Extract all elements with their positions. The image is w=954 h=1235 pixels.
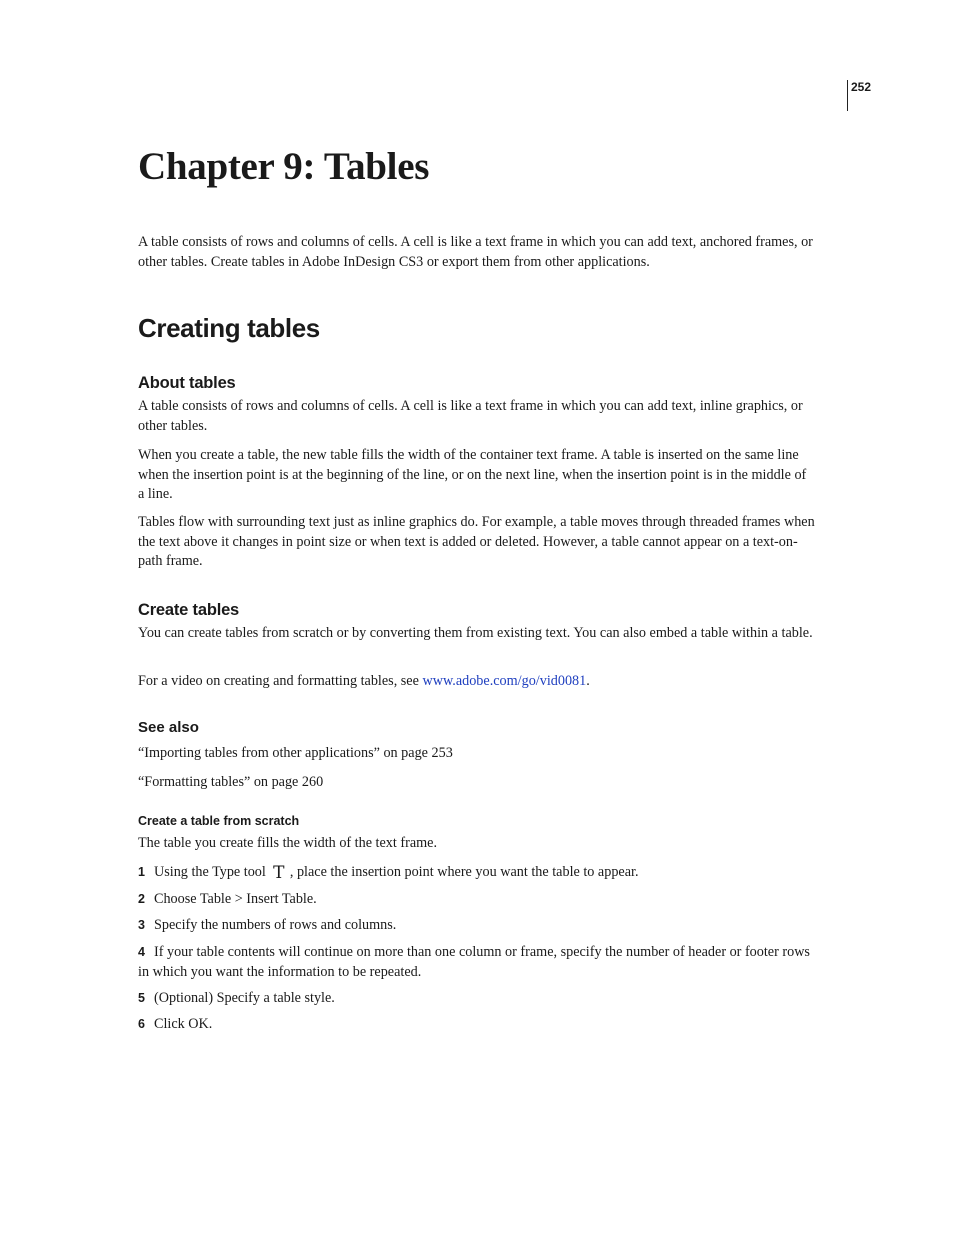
create-para-block [138,624,816,644]
about-para-2-block [138,446,816,505]
step-number: 2 [138,892,145,906]
scratch-para-block [138,834,816,854]
see-also-heading: See also [138,719,199,736]
create-heading-block [138,601,816,620]
video-suffix: . [586,673,590,689]
step-6-block [138,1015,816,1035]
step-4-text: If your table contents will continue on more than one column or frame, specify the number of header or footer rows in which you want the information to be repeated. [138,944,810,980]
about-paragraph-1: A table consists of rows and columns of cells. A cell is like a text frame in which you can add text, inline graphics, or other tables. [138,398,803,434]
step-1-text-before: Using the Type tool [154,864,266,880]
chapter-title: Chapter 9: Tables [138,145,430,188]
scratch-heading-block [138,814,816,828]
step-6-text: Click OK. [154,1016,213,1032]
step-number: 3 [138,918,145,932]
step-1-block [138,863,816,883]
step-number: 4 [138,945,145,959]
video-link[interactable]: www.adobe.com/go/vid0081 [422,673,587,689]
about-paragraph-3: Tables flow with surrounding text just as inline graphics do. For example, a table moves through threaded frames when the text above it changes in point size or when text is added or deleted. However, a table cannot appear on a text-on-path frame. [138,514,815,570]
about-para-3-block [138,513,816,572]
step-3-text: Specify the numbers of rows and columns. [154,917,397,933]
step-5 [138,989,816,1009]
video-prefix: For a video on creating and formatting tables, see [138,673,423,689]
step-number: 5 [138,991,145,1005]
step-4 [138,943,816,982]
step-2 [138,890,816,910]
step-6 [138,1015,816,1035]
step-4-block [138,943,816,982]
section-heading-block [138,313,816,344]
step-2-text: Choose Table > Insert Table. [154,891,317,907]
intro-block [138,233,816,272]
about-para-1-block [138,397,816,436]
see-also-link-2-block [138,773,816,793]
type-tool-icon: T [273,863,285,883]
see-also-link-formatting[interactable]: “Formatting tables” on page 260 [138,774,324,790]
step-1 [138,863,816,883]
about-paragraph-2: When you create a table, the new table fills the width of the container text frame. A table is inserted on the same line when the insertion point is at the beginning of the line, or on the next line, when the insertion point is in the middle of a line. [138,447,807,503]
section-title: Creating tables [138,313,320,343]
scratch-paragraph: The table you create fills the width of the text frame. [138,835,438,851]
step-number: 1 [138,865,145,879]
create-tables-heading: Create tables [138,601,240,619]
about-tables-heading: About tables [138,374,236,392]
see-also-link-importing[interactable]: “Importing tables from other applications” on page 253 [138,745,453,761]
step-number: 6 [138,1017,145,1031]
create-from-scratch-heading: Create a table from scratch [138,814,300,828]
see-also-heading-block [138,719,816,736]
intro-paragraph: A table consists of rows and columns of cells. A cell is like a text frame in which you can add text, anchored frames, or other tables. Create tables in Adobe InDesign CS3 or export them from other applications. [138,234,813,270]
step-5-block [138,989,816,1009]
see-also-link-1-block [138,744,816,764]
about-heading-block [138,374,816,393]
step-2-block [138,890,816,910]
page-number: 252 [851,80,872,94]
create-paragraph: You can create tables from scratch or by converting them from existing text. You can also embed a table within a table. [138,625,813,641]
page-number-rule [847,80,848,111]
video-para-block [138,672,816,692]
step-3-block [138,916,816,936]
step-1-text-after: , place the insertion point where you want the table to appear. [289,864,639,880]
video-paragraph [138,672,816,692]
step-5-text: (Optional) Specify a table style. [154,990,335,1006]
step-3 [138,916,816,936]
